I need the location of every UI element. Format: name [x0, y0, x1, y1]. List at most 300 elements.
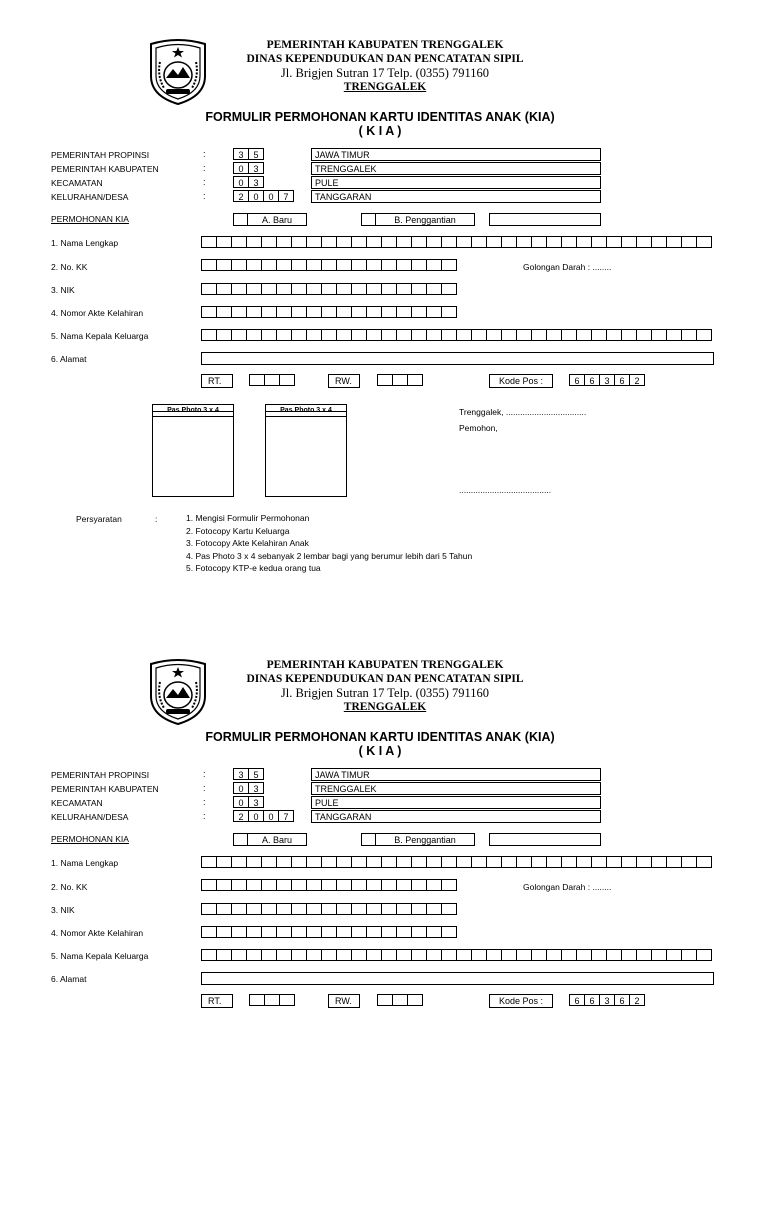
nama-lengkap-input-cell[interactable] — [562, 856, 577, 868]
kepala-keluarga-input-cell[interactable] — [427, 329, 442, 341]
nik-input-cell[interactable] — [247, 283, 262, 295]
nama-lengkap-input-cell[interactable] — [232, 236, 247, 248]
nama-lengkap-input-cell[interactable] — [517, 236, 532, 248]
nik-input-cell[interactable] — [202, 903, 217, 915]
akte-input-cell[interactable] — [277, 926, 292, 938]
no-kk-input-cell[interactable] — [217, 259, 232, 271]
no-kk-input-cell[interactable] — [412, 879, 427, 891]
kode-pos-input-cell[interactable]: 3 — [600, 994, 615, 1006]
region-code-cell[interactable]: 0 — [249, 810, 264, 822]
akte-input-cell[interactable] — [397, 306, 412, 318]
kepala-keluarga-input-cell[interactable] — [322, 949, 337, 961]
nik-input-cell[interactable] — [367, 283, 382, 295]
rw-input-cell[interactable] — [393, 994, 408, 1006]
nama-lengkap-input-cell[interactable] — [637, 856, 652, 868]
akte-input-cell[interactable] — [247, 306, 262, 318]
nama-lengkap-input-cell[interactable] — [607, 856, 622, 868]
region-code[interactable] — [233, 176, 264, 188]
no-kk-input-cell[interactable] — [202, 879, 217, 891]
kepala-keluarga-input-cell[interactable] — [472, 329, 487, 341]
kepala-keluarga-input-cell[interactable] — [547, 949, 562, 961]
kepala-keluarga-input-cell[interactable] — [397, 949, 412, 961]
rw-input-cell[interactable] — [378, 374, 393, 386]
no-kk-input-cell[interactable] — [397, 879, 412, 891]
region-code-cell[interactable]: 5 — [249, 148, 264, 160]
nik-input-cell[interactable] — [232, 903, 247, 915]
nik-input-cell[interactable] — [382, 283, 397, 295]
akte-input-cell[interactable] — [367, 306, 382, 318]
no-kk-input-cell[interactable] — [307, 879, 322, 891]
region-code-cell[interactable]: 5 — [249, 768, 264, 780]
akte-input-cell[interactable] — [352, 926, 367, 938]
nama-lengkap-input-cell[interactable] — [352, 236, 367, 248]
nama-lengkap-input-cell[interactable] — [367, 856, 382, 868]
nama-lengkap-input-cell[interactable] — [307, 856, 322, 868]
kepala-keluarga-input-cell[interactable] — [532, 949, 547, 961]
nik-input-cell[interactable] — [262, 283, 277, 295]
nama-lengkap-input-cell[interactable] — [667, 856, 682, 868]
kepala-keluarga-input-cell[interactable] — [367, 949, 382, 961]
akte-input[interactable] — [201, 306, 457, 318]
no-kk-input-cell[interactable] — [412, 259, 427, 271]
akte-input-cell[interactable] — [337, 306, 352, 318]
kepala-keluarga-input-cell[interactable] — [472, 949, 487, 961]
kepala-keluarga-input-cell[interactable] — [202, 329, 217, 341]
akte-input-cell[interactable] — [322, 926, 337, 938]
akte-input-cell[interactable] — [262, 306, 277, 318]
option-b-button[interactable]: B. Penggantian — [375, 213, 475, 226]
akte-input-cell[interactable] — [427, 926, 442, 938]
kepala-keluarga-input-cell[interactable] — [337, 949, 352, 961]
no-kk-input-cell[interactable] — [337, 879, 352, 891]
kepala-keluarga-input-cell[interactable] — [457, 329, 472, 341]
nama-lengkap-input-cell[interactable] — [217, 856, 232, 868]
akte-input-cell[interactable] — [307, 926, 322, 938]
kepala-keluarga-input-cell[interactable] — [202, 949, 217, 961]
option-b-button[interactable]: B. Penggantian — [375, 833, 475, 846]
nik-input-cell[interactable] — [412, 903, 427, 915]
nik-input-cell[interactable] — [322, 283, 337, 295]
nik-input-cell[interactable] — [412, 283, 427, 295]
nama-lengkap-input-cell[interactable] — [412, 856, 427, 868]
kepala-keluarga-input-cell[interactable] — [487, 949, 502, 961]
akte-input-cell[interactable] — [202, 306, 217, 318]
kepala-keluarga-input-cell[interactable] — [577, 949, 592, 961]
rw-input[interactable] — [377, 994, 423, 1006]
kepala-keluarga-input-cell[interactable] — [622, 329, 637, 341]
nama-lengkap-input-cell[interactable] — [262, 856, 277, 868]
nik-input-cell[interactable] — [337, 283, 352, 295]
no-kk-input-cell[interactable] — [277, 259, 292, 271]
kepala-keluarga-input-cell[interactable] — [697, 329, 712, 341]
kepala-keluarga-input-cell[interactable] — [562, 949, 577, 961]
nama-lengkap-input[interactable] — [201, 236, 712, 248]
region-code-cell[interactable]: 7 — [279, 190, 294, 202]
no-kk-input-cell[interactable] — [217, 879, 232, 891]
kepala-keluarga-input-cell[interactable] — [337, 329, 352, 341]
nama-lengkap-input-cell[interactable] — [592, 236, 607, 248]
kode-pos-input[interactable] — [569, 374, 645, 386]
kode-pos-input-cell[interactable]: 2 — [630, 374, 645, 386]
region-code-cell[interactable]: 0 — [249, 190, 264, 202]
nama-lengkap-input-cell[interactable] — [547, 236, 562, 248]
kepala-keluarga-input-cell[interactable] — [562, 329, 577, 341]
nama-lengkap-input-cell[interactable] — [472, 856, 487, 868]
region-name-field[interactable]: JAWA TIMUR — [311, 768, 601, 781]
region-code-cell[interactable]: 0 — [234, 782, 249, 794]
kode-pos-input-cell[interactable]: 3 — [600, 374, 615, 386]
rw-input[interactable] — [377, 374, 423, 386]
nik-input-cell[interactable] — [397, 283, 412, 295]
kepala-keluarga-input-cell[interactable] — [292, 329, 307, 341]
nik-input-cell[interactable] — [427, 903, 442, 915]
nama-lengkap-input-cell[interactable] — [277, 236, 292, 248]
no-kk-input[interactable] — [201, 259, 457, 271]
option-a-checkbox[interactable] — [233, 833, 248, 846]
akte-input-cell[interactable] — [247, 926, 262, 938]
nama-lengkap-input-cell[interactable] — [622, 856, 637, 868]
nik-input-cell[interactable] — [442, 903, 457, 915]
kepala-keluarga-input-cell[interactable] — [307, 329, 322, 341]
nik-input-cell[interactable] — [382, 903, 397, 915]
kepala-keluarga-input-cell[interactable] — [457, 949, 472, 961]
nama-lengkap-input-cell[interactable] — [697, 236, 712, 248]
kode-pos-input-cell[interactable]: 6 — [570, 374, 585, 386]
nama-lengkap-input-cell[interactable] — [637, 236, 652, 248]
kepala-keluarga-input-cell[interactable] — [277, 329, 292, 341]
option-a-button[interactable]: A. Baru — [247, 213, 307, 226]
nama-lengkap-input-cell[interactable] — [292, 856, 307, 868]
kepala-keluarga-input-cell[interactable] — [652, 329, 667, 341]
nama-lengkap-input-cell[interactable] — [397, 856, 412, 868]
akte-input-cell[interactable] — [382, 926, 397, 938]
nama-lengkap-input-cell[interactable] — [502, 856, 517, 868]
no-kk-input-cell[interactable] — [232, 879, 247, 891]
no-kk-input-cell[interactable] — [292, 879, 307, 891]
rw-input-cell[interactable] — [378, 994, 393, 1006]
kepala-keluarga-input-cell[interactable] — [667, 949, 682, 961]
no-kk-input-cell[interactable] — [337, 259, 352, 271]
akte-input-cell[interactable] — [322, 306, 337, 318]
nama-lengkap-input-cell[interactable] — [202, 236, 217, 248]
rt-input-cell[interactable] — [265, 994, 280, 1006]
nama-lengkap-input-cell[interactable] — [292, 236, 307, 248]
option-b-checkbox[interactable] — [361, 833, 376, 846]
kepala-keluarga-input-cell[interactable] — [517, 329, 532, 341]
kepala-keluarga-input-cell[interactable] — [292, 949, 307, 961]
no-kk-input-cell[interactable] — [382, 259, 397, 271]
region-code-cell[interactable]: 0 — [234, 796, 249, 808]
akte-input-cell[interactable] — [382, 306, 397, 318]
akte-input-cell[interactable] — [412, 306, 427, 318]
nama-lengkap-input-cell[interactable] — [592, 856, 607, 868]
akte-input-cell[interactable] — [277, 306, 292, 318]
kepala-keluarga-input-cell[interactable] — [607, 329, 622, 341]
nama-lengkap-input-cell[interactable] — [457, 856, 472, 868]
kepala-keluarga-input-cell[interactable] — [637, 949, 652, 961]
akte-input-cell[interactable] — [217, 926, 232, 938]
no-kk-input-cell[interactable] — [322, 259, 337, 271]
alamat-input[interactable] — [201, 352, 714, 365]
nik-input-cell[interactable] — [352, 903, 367, 915]
region-name-field[interactable]: TANGGARAN — [311, 190, 601, 203]
akte-input-cell[interactable] — [217, 306, 232, 318]
nama-lengkap-input-cell[interactable] — [337, 236, 352, 248]
rt-input-cell[interactable] — [265, 374, 280, 386]
nama-lengkap-input-cell[interactable] — [502, 236, 517, 248]
no-kk-input-cell[interactable] — [277, 879, 292, 891]
kepala-keluarga-input-cell[interactable] — [217, 949, 232, 961]
nama-lengkap-input-cell[interactable] — [322, 856, 337, 868]
akte-input-cell[interactable] — [412, 926, 427, 938]
akte-input-cell[interactable] — [292, 306, 307, 318]
no-kk-input-cell[interactable] — [367, 259, 382, 271]
nik-input-cell[interactable] — [352, 283, 367, 295]
kode-pos-input-cell[interactable]: 6 — [585, 374, 600, 386]
nama-lengkap-input-cell[interactable] — [472, 236, 487, 248]
kepala-keluarga-input-cell[interactable] — [652, 949, 667, 961]
kepala-keluarga-input-cell[interactable] — [592, 329, 607, 341]
kepala-keluarga-input-cell[interactable] — [247, 949, 262, 961]
nama-lengkap-input-cell[interactable] — [427, 856, 442, 868]
nik-input-cell[interactable] — [217, 283, 232, 295]
kepala-keluarga-input-cell[interactable] — [502, 329, 517, 341]
kepala-keluarga-input-cell[interactable] — [397, 329, 412, 341]
no-kk-input-cell[interactable] — [202, 259, 217, 271]
nama-lengkap-input-cell[interactable] — [607, 236, 622, 248]
region-name-field[interactable]: TRENGGALEK — [311, 782, 601, 795]
kepala-keluarga-input-cell[interactable] — [412, 949, 427, 961]
kepala-keluarga-input-cell[interactable] — [442, 949, 457, 961]
nama-lengkap-input-cell[interactable] — [262, 236, 277, 248]
region-code-cell[interactable]: 0 — [234, 176, 249, 188]
akte-input-cell[interactable] — [442, 306, 457, 318]
kepala-keluarga-input-cell[interactable] — [517, 949, 532, 961]
nik-input-cell[interactable] — [367, 903, 382, 915]
no-kk-input-cell[interactable] — [442, 879, 457, 891]
option-a-button[interactable]: A. Baru — [247, 833, 307, 846]
nama-lengkap-input-cell[interactable] — [577, 856, 592, 868]
rt-input-cell[interactable] — [280, 374, 295, 386]
kepala-keluarga-input-cell[interactable] — [352, 949, 367, 961]
no-kk-input-cell[interactable] — [322, 879, 337, 891]
nik-input-cell[interactable] — [397, 903, 412, 915]
kepala-keluarga-input-cell[interactable] — [547, 329, 562, 341]
kepala-keluarga-input-cell[interactable] — [217, 329, 232, 341]
kepala-keluarga-input-cell[interactable] — [697, 949, 712, 961]
nama-lengkap-input-cell[interactable] — [367, 236, 382, 248]
region-name-field[interactable]: PULE — [311, 176, 601, 189]
nama-lengkap-input[interactable] — [201, 856, 712, 868]
nama-lengkap-input-cell[interactable] — [532, 236, 547, 248]
akte-input-cell[interactable] — [232, 306, 247, 318]
region-code-cell[interactable]: 0 — [264, 810, 279, 822]
nama-lengkap-input-cell[interactable] — [457, 236, 472, 248]
kepala-keluarga-input-cell[interactable] — [277, 949, 292, 961]
nama-lengkap-input-cell[interactable] — [532, 856, 547, 868]
kepala-keluarga-input-cell[interactable] — [367, 329, 382, 341]
option-extra-box[interactable] — [489, 833, 601, 846]
no-kk-input-cell[interactable] — [427, 259, 442, 271]
nik-input[interactable] — [201, 283, 457, 295]
nik-input[interactable] — [201, 903, 457, 915]
option-b-checkbox[interactable] — [361, 213, 376, 226]
nik-input-cell[interactable] — [307, 283, 322, 295]
kepala-keluarga-input-cell[interactable] — [262, 949, 277, 961]
nama-lengkap-input-cell[interactable] — [352, 856, 367, 868]
option-extra-box[interactable] — [489, 213, 601, 226]
nik-input-cell[interactable] — [292, 903, 307, 915]
nama-lengkap-input-cell[interactable] — [652, 856, 667, 868]
kepala-keluarga-input-cell[interactable] — [307, 949, 322, 961]
nik-input-cell[interactable] — [202, 283, 217, 295]
kepala-keluarga-input-cell[interactable] — [247, 329, 262, 341]
akte-input-cell[interactable] — [352, 306, 367, 318]
rt-input[interactable] — [249, 374, 295, 386]
no-kk-input-cell[interactable] — [352, 879, 367, 891]
region-code-cell[interactable]: 2 — [234, 810, 249, 822]
kepala-keluarga-input-cell[interactable] — [487, 329, 502, 341]
nama-lengkap-input-cell[interactable] — [562, 236, 577, 248]
no-kk-input-cell[interactable] — [427, 879, 442, 891]
nama-lengkap-input-cell[interactable] — [652, 236, 667, 248]
kode-pos-input-cell[interactable]: 6 — [615, 994, 630, 1006]
region-code[interactable] — [233, 162, 264, 174]
region-code-cell[interactable]: 0 — [234, 162, 249, 174]
nama-lengkap-input-cell[interactable] — [487, 236, 502, 248]
no-kk-input[interactable] — [201, 879, 457, 891]
nama-lengkap-input-cell[interactable] — [697, 856, 712, 868]
nama-lengkap-input-cell[interactable] — [682, 856, 697, 868]
akte-input-cell[interactable] — [292, 926, 307, 938]
region-code-cell[interactable]: 3 — [234, 148, 249, 160]
nik-input-cell[interactable] — [307, 903, 322, 915]
no-kk-input-cell[interactable] — [247, 879, 262, 891]
nik-input-cell[interactable] — [322, 903, 337, 915]
nama-lengkap-input-cell[interactable] — [382, 856, 397, 868]
kepala-keluarga-input-cell[interactable] — [607, 949, 622, 961]
region-code[interactable] — [233, 796, 264, 808]
kepala-keluarga-input-cell[interactable] — [382, 949, 397, 961]
kepala-keluarga-input-cell[interactable] — [637, 329, 652, 341]
no-kk-input-cell[interactable] — [292, 259, 307, 271]
akte-input-cell[interactable] — [262, 926, 277, 938]
no-kk-input-cell[interactable] — [262, 879, 277, 891]
kepala-keluarga-input-cell[interactable] — [232, 949, 247, 961]
rt-input-cell[interactable] — [250, 374, 265, 386]
nama-lengkap-input-cell[interactable] — [247, 236, 262, 248]
nama-lengkap-input-cell[interactable] — [217, 236, 232, 248]
nama-lengkap-input-cell[interactable] — [247, 856, 262, 868]
region-name-field[interactable]: JAWA TIMUR — [311, 148, 601, 161]
no-kk-input-cell[interactable] — [307, 259, 322, 271]
kode-pos-input-cell[interactable]: 6 — [585, 994, 600, 1006]
kepala-keluarga-input[interactable] — [201, 949, 712, 961]
nama-lengkap-input-cell[interactable] — [622, 236, 637, 248]
kepala-keluarga-input-cell[interactable] — [667, 329, 682, 341]
nik-input-cell[interactable] — [292, 283, 307, 295]
kepala-keluarga-input-cell[interactable] — [412, 329, 427, 341]
nik-input-cell[interactable] — [277, 903, 292, 915]
region-code-cell[interactable]: 0 — [264, 190, 279, 202]
region-code-cell[interactable]: 3 — [249, 782, 264, 794]
no-kk-input-cell[interactable] — [382, 879, 397, 891]
kepala-keluarga-input-cell[interactable] — [427, 949, 442, 961]
kepala-keluarga-input-cell[interactable] — [262, 329, 277, 341]
region-code[interactable] — [233, 810, 294, 822]
region-code[interactable] — [233, 148, 264, 160]
kode-pos-input[interactable] — [569, 994, 645, 1006]
nama-lengkap-input-cell[interactable] — [307, 236, 322, 248]
nama-lengkap-input-cell[interactable] — [577, 236, 592, 248]
nama-lengkap-input-cell[interactable] — [547, 856, 562, 868]
rw-input-cell[interactable] — [393, 374, 408, 386]
region-name-field[interactable]: PULE — [311, 796, 601, 809]
alamat-input[interactable] — [201, 972, 714, 985]
akte-input-cell[interactable] — [307, 306, 322, 318]
nama-lengkap-input-cell[interactable] — [442, 236, 457, 248]
nama-lengkap-input-cell[interactable] — [322, 236, 337, 248]
nama-lengkap-input-cell[interactable] — [442, 856, 457, 868]
nik-input-cell[interactable] — [427, 283, 442, 295]
nik-input-cell[interactable] — [247, 903, 262, 915]
no-kk-input-cell[interactable] — [367, 879, 382, 891]
akte-input-cell[interactable] — [397, 926, 412, 938]
no-kk-input-cell[interactable] — [442, 259, 457, 271]
region-name-field[interactable]: TANGGARAN — [311, 810, 601, 823]
rt-input-cell[interactable] — [250, 994, 265, 1006]
nama-lengkap-input-cell[interactable] — [667, 236, 682, 248]
kepala-keluarga-input-cell[interactable] — [622, 949, 637, 961]
kepala-keluarga-input-cell[interactable] — [232, 329, 247, 341]
region-code-cell[interactable]: 3 — [234, 768, 249, 780]
kepala-keluarga-input-cell[interactable] — [682, 949, 697, 961]
region-code-cell[interactable]: 2 — [234, 190, 249, 202]
nama-lengkap-input-cell[interactable] — [277, 856, 292, 868]
nama-lengkap-input-cell[interactable] — [487, 856, 502, 868]
nama-lengkap-input-cell[interactable] — [232, 856, 247, 868]
kode-pos-input-cell[interactable]: 6 — [570, 994, 585, 1006]
kode-pos-input-cell[interactable]: 2 — [630, 994, 645, 1006]
nik-input-cell[interactable] — [442, 283, 457, 295]
nik-input-cell[interactable] — [232, 283, 247, 295]
rt-input-cell[interactable] — [280, 994, 295, 1006]
akte-input-cell[interactable] — [367, 926, 382, 938]
no-kk-input-cell[interactable] — [352, 259, 367, 271]
rw-input-cell[interactable] — [408, 994, 423, 1006]
nik-input-cell[interactable] — [277, 283, 292, 295]
nama-lengkap-input-cell[interactable] — [412, 236, 427, 248]
kepala-keluarga-input-cell[interactable] — [502, 949, 517, 961]
region-code-cell[interactable]: 3 — [249, 176, 264, 188]
kepala-keluarga-input-cell[interactable] — [382, 329, 397, 341]
region-name-field[interactable]: TRENGGALEK — [311, 162, 601, 175]
kepala-keluarga-input-cell[interactable] — [352, 329, 367, 341]
nik-input-cell[interactable] — [262, 903, 277, 915]
no-kk-input-cell[interactable] — [262, 259, 277, 271]
kepala-keluarga-input-cell[interactable] — [682, 329, 697, 341]
akte-input-cell[interactable] — [202, 926, 217, 938]
kepala-keluarga-input-cell[interactable] — [322, 329, 337, 341]
akte-input-cell[interactable] — [337, 926, 352, 938]
rt-input[interactable] — [249, 994, 295, 1006]
akte-input[interactable] — [201, 926, 457, 938]
nama-lengkap-input-cell[interactable] — [202, 856, 217, 868]
region-code-cell[interactable]: 3 — [249, 162, 264, 174]
region-code-cell[interactable]: 7 — [279, 810, 294, 822]
nama-lengkap-input-cell[interactable] — [682, 236, 697, 248]
akte-input-cell[interactable] — [442, 926, 457, 938]
